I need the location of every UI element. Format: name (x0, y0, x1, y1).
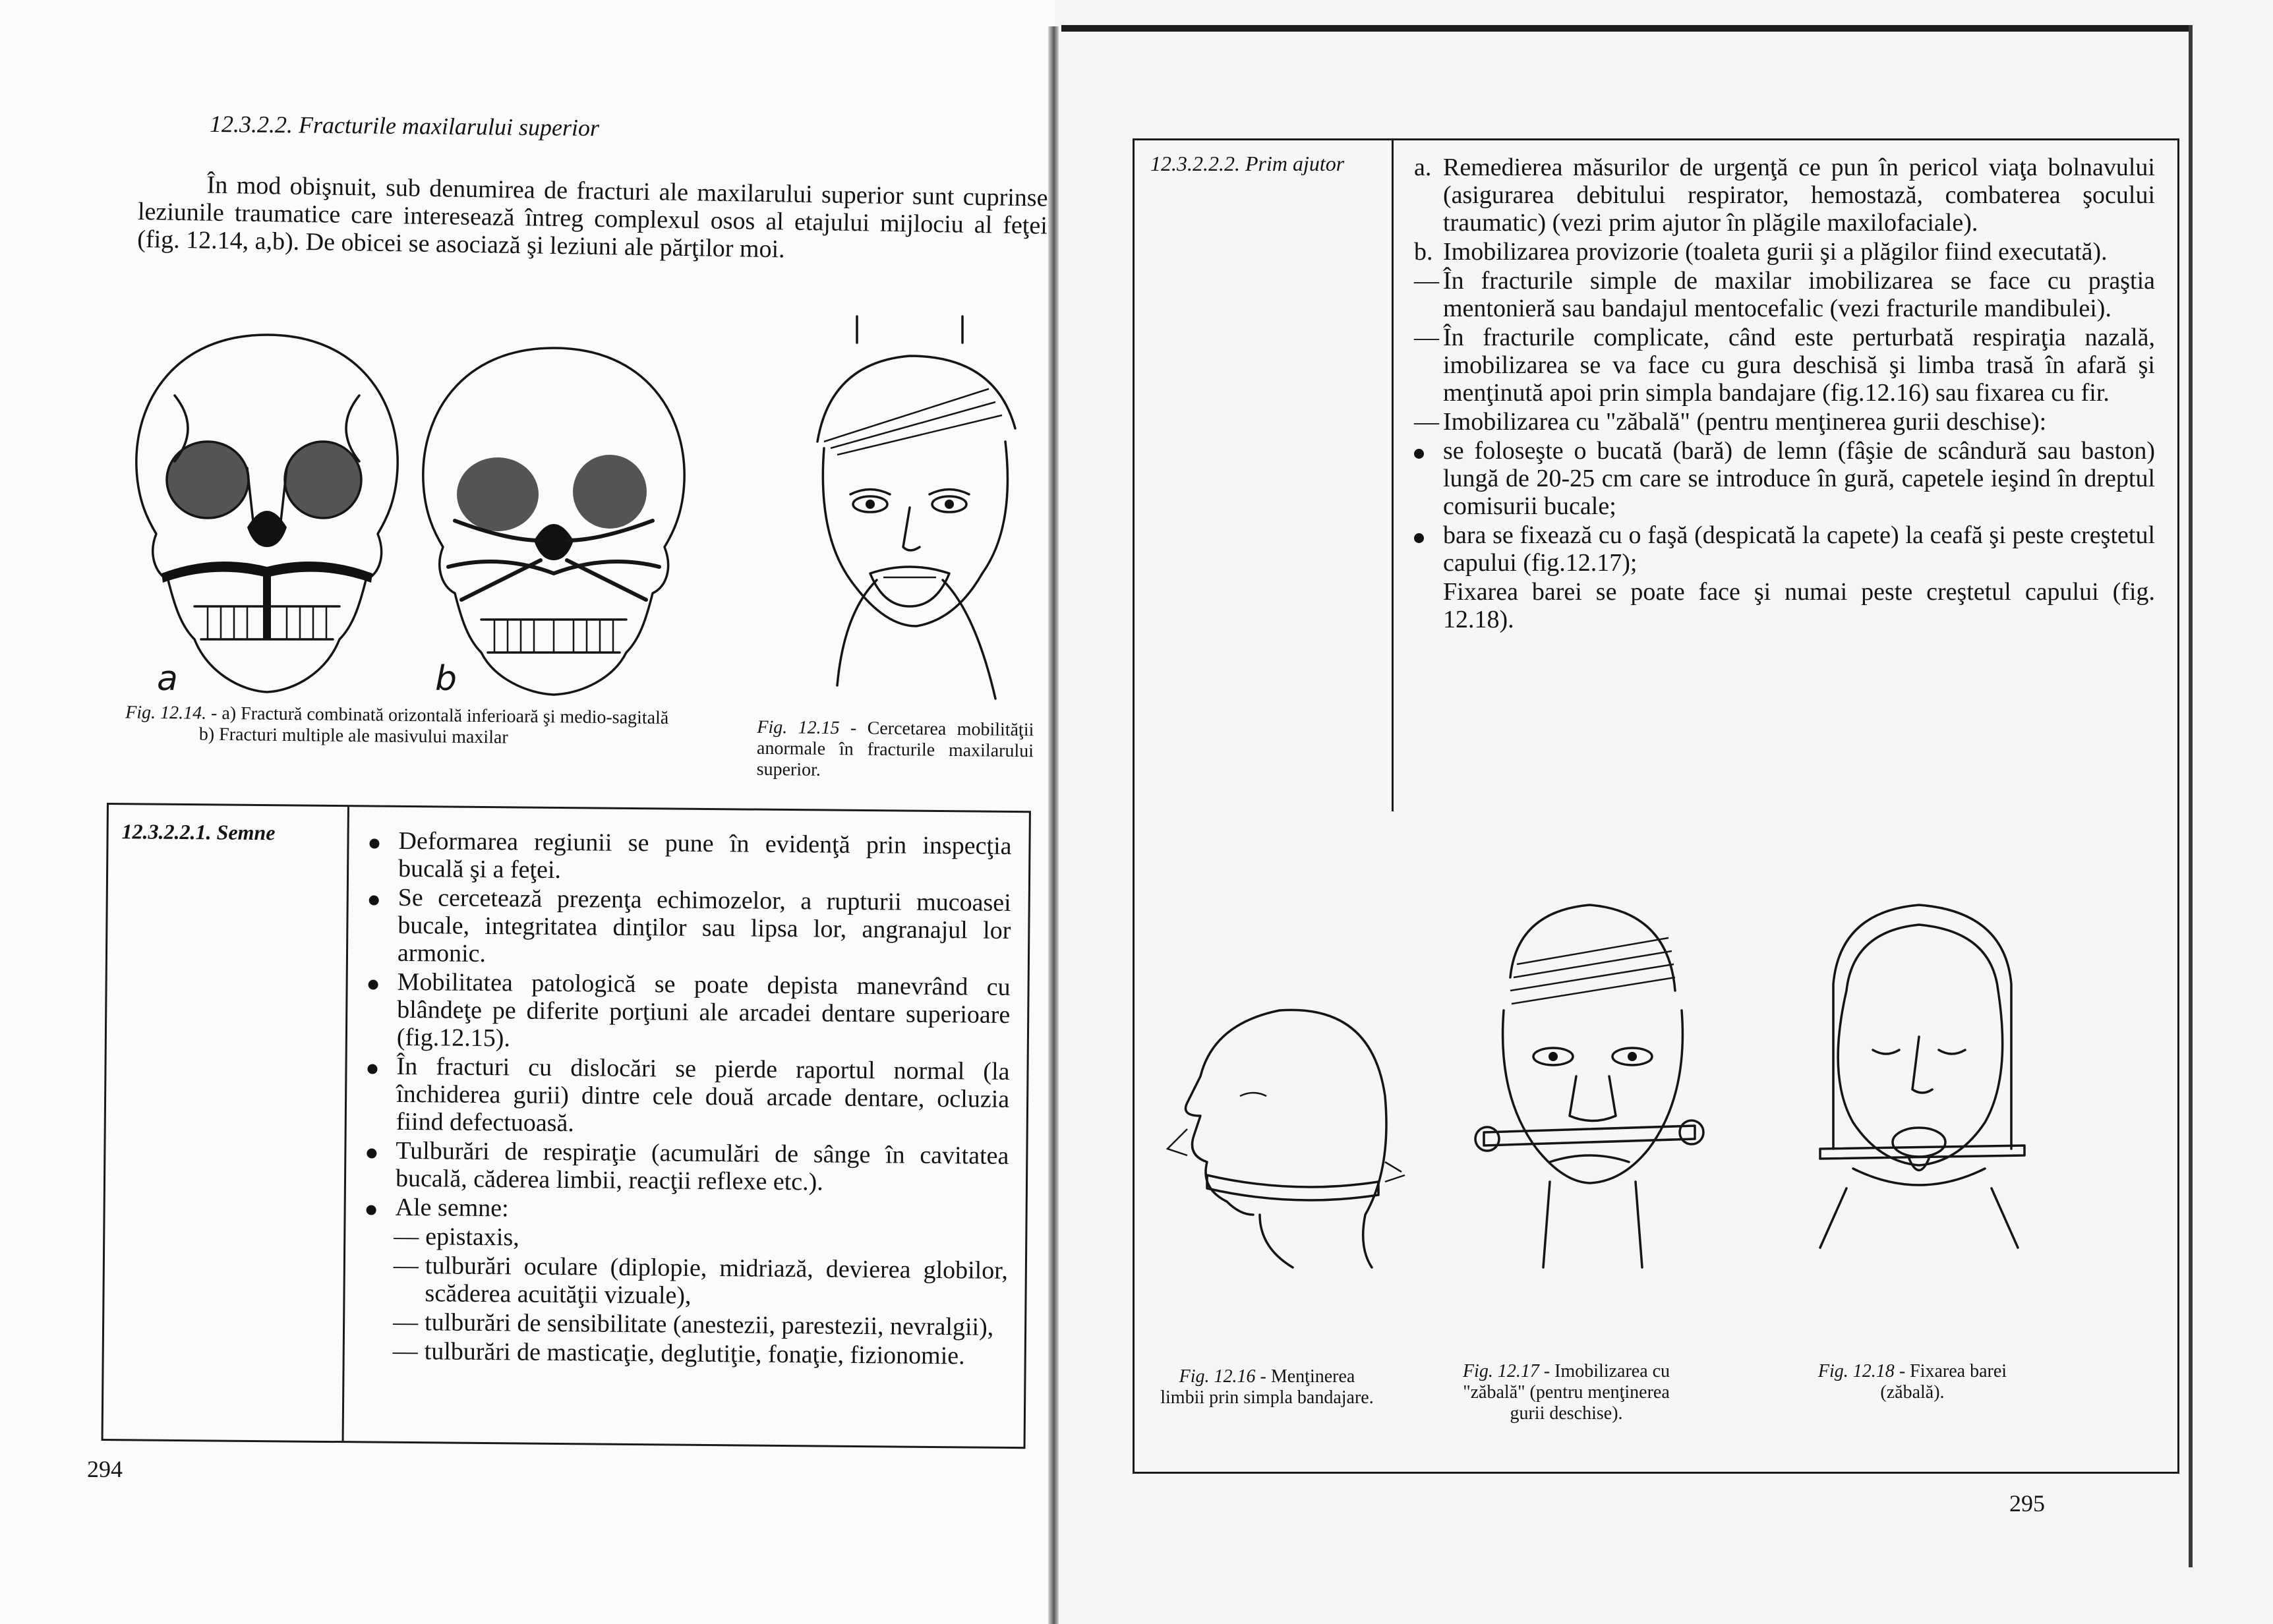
fig-12-18-text: - Fixarea barei (zăbală). (1880, 1361, 2007, 1403)
head-bar-imobilization-illustration (1471, 898, 1708, 1267)
sign-item: Ale semne: (362, 1193, 1008, 1227)
sub-sign-item: — tulburări oculare (diplopie, midriază, devierea globilor, scăderea acuităţii vizuale), (393, 1251, 1009, 1310)
section-heading: 12.3.2.2. Fracturile maxilarului superior (209, 110, 600, 142)
page-number-right: 295 (2009, 1490, 2045, 1517)
fig-12-17-caption (1458, 1361, 1675, 1424)
first-aid-divider (1392, 140, 1394, 811)
aid-final: Fixarea barei se poate face şi numai peste creştetul capului (fig. 12.18). (1443, 578, 2155, 633)
profile-head-bandage-illustration (1161, 997, 1411, 1274)
sign-item: Se cercetează prezenţa echimozelor, a rupturii mucoasei bucale, integritatea dinţilor sau lipsa lor, angranajul lor armonic. (365, 883, 1011, 972)
first-aid-content (1410, 154, 2155, 635)
fig-12-15-caption (757, 717, 1034, 783)
sign-item: Tulburări de respiraţie (acumulări de sânge în cavitatea bucală, căderea limbii, reacţii reflexe etc.). (363, 1136, 1009, 1198)
fig-12-16-caption (1158, 1366, 1376, 1408)
head-exam-illustration (778, 316, 1042, 712)
signs-divider (342, 807, 349, 1441)
head-frame-bar-illustration (1794, 892, 2044, 1261)
aid-dash-item: — Imobilizarea cu "zăbală" (pentru menţinerea gurii deschise): (1414, 408, 2047, 436)
fig-12-14-text-a: - a) Fractură combinată orizontală inferioară şi medio-sagitală (210, 703, 669, 729)
sub-sign-item: — epistaxis, (394, 1222, 519, 1252)
fig-12-14-caption (125, 702, 706, 750)
signs-box (102, 803, 1031, 1449)
fig-12-17-text: - Imobilizarea cu "zăbală" (pentru menţinerea gurii deschise). (1463, 1361, 1670, 1424)
signs-list-container (361, 826, 1012, 1372)
skull-diagram-b (409, 343, 699, 699)
fig-12-15-label: Fig. 12.15 (757, 716, 840, 739)
page-number-left: 294 (87, 1456, 123, 1482)
aid-item-b: b. Imobilizarea provizorie (toaleta gurii şi a plăgilor fiind executată). (1414, 238, 2108, 266)
aid-bullet-item: se foloseşte o bucată (bară) de lemn (fâşie de scândură sau baston) lungă de 20-25 cm care se introduce în gură, capetele ieşind în dreptul comisurii bucale; (1410, 437, 2155, 520)
sub-sign-item: — tulburări de masticaţie, deglutiţie, fonaţie, fizionomie. (392, 1337, 965, 1370)
fig-12-16-text: - Menţinerea limbii prin simpla bandajare. (1160, 1366, 1374, 1408)
first-aid-box (1133, 138, 2179, 1474)
intro-paragraph: În mod obişnuit, sub denumirea de fracturi ale maxilarului superior sunt cuprinse leziunile traumatice care interesează întreg complexul osos al etajului mijlociu al feţei (fig. 12.14, a,b). De obicei se asociază şi leziuni ale părţilor moi. (137, 171, 1048, 264)
skull-diagram-a (122, 330, 412, 699)
sign-item: Mobilitatea patologică se poate depista manevrând cu blândeţe pe diferite porţiuni ale arcadei dentare superioare (fig.12.15). (364, 968, 1011, 1057)
aid-dash-item: — În fracturile complicate, când este perturbată respiraţia nazală, imobilizarea se va face cu gura deschisă şi limba trasă în afară şi menţinută apoi prin simpla bandajare (fig.12.16) sau fixarea cu fir. (1414, 324, 2155, 407)
fig-12-18-caption (1794, 1361, 2031, 1403)
skull-label-b: b (435, 659, 458, 699)
aid-item-a: a. Remedierea măsurilor de urgenţă ce pun în pericol viaţa bolnavului (asigurarea debitului respirator, hemostază, combaterea şocului traumatic) (vezi prim ajutor în plăgile maxilofaciale). (1414, 154, 2155, 237)
fig-12-18-label: Fig. 12.18 (1817, 1361, 1895, 1381)
fig-12-14-label: Fig. 12.14. (125, 702, 207, 724)
right-page (1055, 0, 2273, 1624)
skull-label-a: a (157, 659, 178, 699)
fig-12-15-text: - Cercetarea mobilităţii anormale în fracturile maxilarului superior. (756, 718, 1034, 780)
sign-item: În fracturi cu dislocări se pierde raportul normal (la închiderea gurii) dintre cele două arcade dentare, ocluzia fiind defectuoasă. (363, 1052, 1010, 1141)
aid-dash-item: — În fracturile simple de maxilar imobilizarea se face cu praştia mentonieră sau bandajul mentocefalic (vezi fracturile mandibulei). (1414, 267, 2155, 322)
sign-item: Deformarea regiunii se pune în evidenţă prin inspecţia bucală şi a feţei. (365, 826, 1012, 888)
first-aid-heading: 12.3.2.2.2. Prim ajutor (1150, 152, 1345, 175)
fig-12-17-label: Fig. 12.17 (1462, 1361, 1539, 1381)
left-page (0, 0, 1055, 1624)
signs-heading: 12.3.2.2.1. Semne (121, 819, 276, 845)
sub-sign-item: — tulburări de sensibilitate (anestezii, parestezii, nevralgii), (392, 1308, 994, 1341)
fig-12-16-label: Fig. 12.16 (1179, 1366, 1256, 1387)
fig-12-14-text-b: b) Fracturi multiple ale masivului maxilar (198, 724, 508, 748)
aid-bullet-item: bara se fixează cu o faşă (despicată la capete) la ceafă şi peste creştetul capului (fig.12.17); (1410, 521, 2155, 577)
